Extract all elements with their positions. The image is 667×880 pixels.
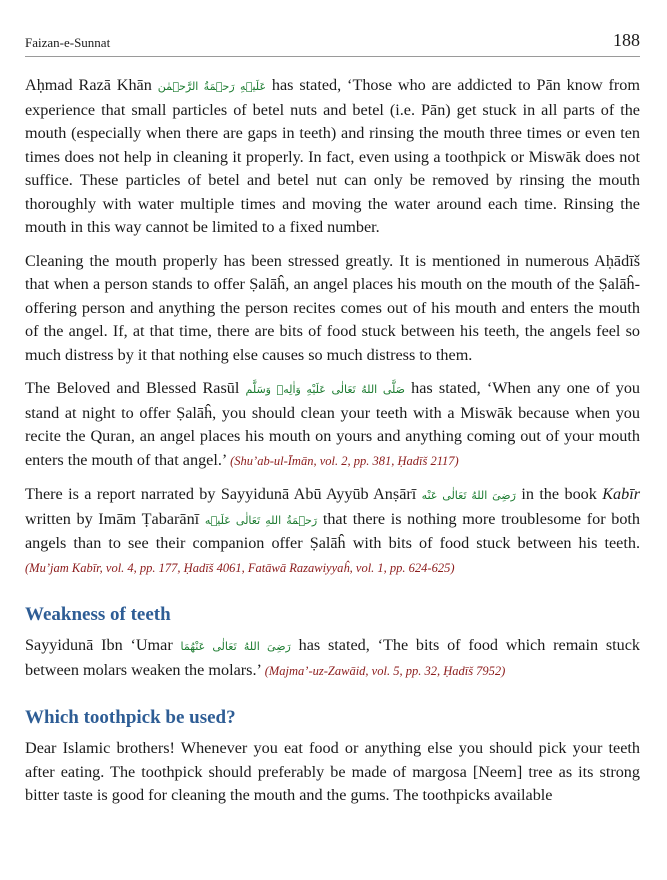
reference-citation: (Majma’-uz-Zawāid, vol. 5, pp. 32, Ḥadīš 7952) <box>264 663 506 678</box>
reference-citation: (Mu’jam Kabīr, vol. 4, pp. 177, Ḥadīš 4061, Fatāwā Razawiyyaĥ, vol. 1, pp. 624-625) <box>25 560 455 575</box>
paragraph-1-text: has stated, ‘Those who are addicted to Pān know from experience that small particles of betel nuts and betel (i.e. Pān) get stuck in all parts of the mouth (especially when there are gaps in teeth) and rinsing the mouth three times or even ten times does not help in cleaning it properly. In fact, even using a toothpick or Miswāk does not suffice. These particles of betel and betel nut can only be removed by rinsing the mouth thoroughly with water multiple times and moving the water around each time. Rinsing the mouth in this way cannot be limited to a fixed number. <box>25 76 640 236</box>
page-content <box>25 74 640 818</box>
arabic-honorific: صَلَّى اللهُ تَعَالٰى عَلَيْهِ وَاٰلِهٖ وَسَلَّم <box>245 383 405 396</box>
reference-citation: (Shu’ab-ul-Īmān, vol. 2, pp. 381, Ḥadīš 2117) <box>230 453 459 468</box>
paragraph-5-start: Sayyidunā Ibn ‘Umar <box>25 636 173 654</box>
paragraph-4-start: There is a report narrated by Sayyidunā Abū Ayyūb Anṣārī <box>25 485 417 503</box>
paragraph-4-text-d: that there is nothing more troublesome for both angels than to see their companion offer Ṣalāĥ with bits of food stuck between his teeth. <box>25 509 641 552</box>
paragraph-5 <box>25 634 640 683</box>
section-heading-toothpick: Which toothpick be used? <box>25 707 236 728</box>
paragraph-4-text-c: written by Imām Ṭabarānī <box>25 509 200 528</box>
paragraph-3-start: The Beloved and Blessed Rasūl <box>25 379 240 397</box>
paragraph-1-start: Aḥmad Razā Khān <box>25 76 152 94</box>
paragraph-1 <box>25 74 640 240</box>
section-heading-weakness: Weakness of teeth <box>25 604 171 625</box>
arabic-honorific: عَلَيۡهِ رَحۡمَةُ الرَّحۡمٰن <box>157 80 267 93</box>
paragraph-3 <box>25 377 640 473</box>
arabic-honorific: رَضِیَ اللهُ تَعَالٰی عَنْه <box>421 489 516 502</box>
paragraph-3-text: has stated, ‘When any one of you stand at night to offer Ṣalāĥ, you should clean your teeth with a Miswāk because when you recite the Quran, an angel places his mouth on yours and anything coming out of your mouth enters the mouth of that angel.’ <box>25 379 641 469</box>
book-name: Kabīr <box>602 485 641 503</box>
paragraph-6: Dear Islamic brothers! Whenever you eat food or anything else you should pick your teeth after eating. The toothpick should preferably be made of margosa [Neem] tree as its strong bitter taste is good for cleaning the mouth and the gums. The toothpicks available <box>25 739 640 804</box>
arabic-honorific: رَحۡمَةُ اللهِ تَعَالٰی عَلَيۡه <box>204 513 318 527</box>
paragraph-2: Cleaning the mouth properly has been stressed greatly. It is mentioned in numerous Aḥādīš that when a person stands to offer Ṣalāĥ, an angel places his mouth on the mouth of the Ṣalāĥ-offering person and anything the person recites comes out of his mouth and enters the mouth of the angel. If, at that time, there are bits of food stuck between his teeth, the angels feel so much distress by it that nothing else causes so much distress to them. <box>25 251 640 364</box>
paragraph-4-text-b: in the book <box>521 485 597 503</box>
paragraph-4 <box>25 483 640 580</box>
paragraph-5-text: has stated, ‘The bits of food which remain stuck between molars weaken the molars.’ <box>25 636 641 679</box>
book-title: Faizan-e-Sunnat <box>25 35 111 50</box>
arabic-honorific: رَضِیَ اللهُ تَعَالٰی عَنْهُمَا <box>180 640 291 653</box>
page-header <box>25 30 640 57</box>
page-number: 188 <box>613 30 640 50</box>
